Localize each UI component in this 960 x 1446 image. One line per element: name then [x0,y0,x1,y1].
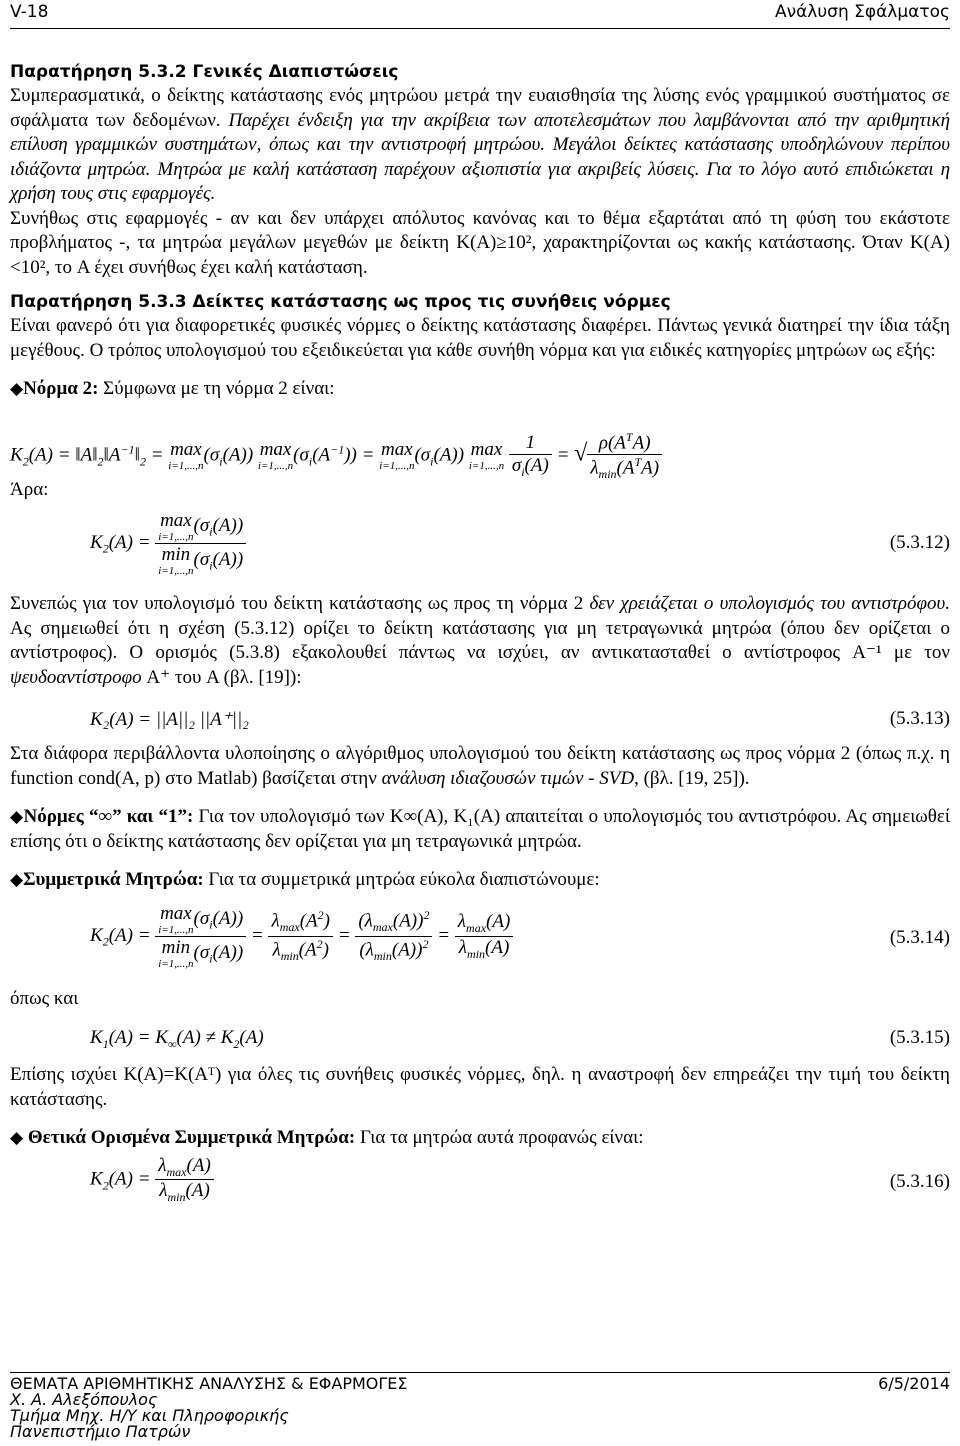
equation-number: (5.3.12) [889,532,950,553]
symmetric-matrices-line: ◆Συμμετρικά Μητρώα: Για τα συμμετρικά μητρώα εύκολα διαπιστώνουμε: [10,869,600,890]
equation-5-3-14: $K_2(A)$ = max i=1,...,n $(\sigma_i(A))$ min i=1,...,n $(\sigma_i(A))$ = $\frac{\lambda_{max}(A^2)}{\lambda_{min}(A^2)}$ = $\frac{(\lambda_{max}(A))^2}{(\lambda_{min}(A))^2}$ = $\frac{\lambda_{max}(A)}{\lambda_{min}(A)}$ (5.3.14) [90,902,950,970]
footer-course: ΘΕΜΑΤΑ ΑΡΙΘΜΗΤΙΚΗΣ ΑΝΑΛΥΣΗΣ & ΕΦΑΡΜΟΓΕΣ [10,1374,408,1393]
page-number: V-18 [10,2,49,22]
footer-author: Χ. Α. Αλεξόπουλος [10,1390,158,1409]
header-rule [10,28,950,29]
equation-number: (5.3.16) [889,1170,950,1192]
opws-kai-label: όπως και [10,987,79,1009]
equation-number: (5.3.13) [889,708,950,729]
diamond-bullet-icon: ◆ [10,1128,24,1147]
footer-department: Τμήμα Μηχ. Η/Υ και Πληροφορικής [10,1406,289,1425]
positive-definite-line: ◆ Θετικά Ορισμένα Συμμετρικά Μητρώα: Για τα μητρώα αυτά προφανώς είναι: [10,1127,644,1148]
paragraph-conclusions: Συμπερασματικά, ο δείκτης κατάστασης ενός μητρώου μετρά την ευαισθησία της λύσης ενός γραμμικού συστήματος σε σφάλματα των δεδομένων. Παρέχει ένδειξη για την ακρίβεια των αποτελεσμάτων που λαμβάνονται από την αριθμητική επίλυση γραμμικών συστημάτων, όπως και την αντιστροφή μητρώου. Μεγάλοι δείκτες κατάστασης υποδηλώνουν περίπου ιδιάζοντα μητρώα. Μητρώα με καλή κατάσταση παρέχουν αξιοπιστία για ακριβείς λύσεις. Για το λόγο αυτό επιδιώκεται η χρήση τους στις εφαρμογές. [10,85,951,204]
section-title-5-3-2: Παρατήρηση 5.3.2 Γενικές Διαπιστώσεις [10,62,399,82]
footer-rule [10,1372,950,1373]
footer-date: 6/5/2014 [878,1374,950,1393]
equation-5-3-12: $K_2(A)$ = max i=1,...,n $(\sigma_i(A))$ min i=1,...,n $(\sigma_i(A))$ (5.3.12) [90,510,950,577]
diamond-bullet-icon: ◆ [10,379,24,398]
paragraph-practice: Συνήθως στις εφαρμογές - αν και δεν υπάρχει απόλυτος κανόνας και το θέμα εξαρτάται από τη φύση του εκάστοτε προβλήματος -, τα μητρώα μεγάλων μεγεθών με δείκτη Κ(A)≥10², χαρακτηρίζονται ως κακής κατάστασης. Όταν Κ(A)<10², το A έχει συνήθως έχει καλή κατάσταση. [10,207,950,278]
diamond-bullet-icon: ◆ [10,807,24,826]
equation-k2-derivation: $K_2(A)$ = $‖A‖_2‖A^{-1}‖_2 = \max$ i=1,...,n $(\sigma_i(A))$ max i=1,...,n $(\sigma_i(A^{-1})) = \max$ i=1,...,n $(\sigma_i(A))$ max i=1,...,n $\frac{1}{\sigma_i(A)}$ = √ $\frac{\rho(A^TA)}{\lambda_{min}(A^TA)}$ [10,412,950,478]
footer [10,1376,950,1440]
diamond-bullet-icon: ◆ [10,870,24,889]
section-title-5-3-3: Παρατήρηση 5.3.3 Δείκτες κατάστασης ως προς τις συνήθεις νόρμες [10,292,671,312]
equation-5-3-13: K₂(A) = ||A||₂ ||A⁺||₂ (5.3.13) [90,708,950,730]
chapter-title: Ανάλυση Σφάλματος [774,2,950,22]
equation-number: (5.3.14) [889,926,950,948]
ara-label: Άρα: [10,478,49,500]
equation-5-3-15: $K_1(A) = K_\infty(A) \ne K_2(A)$ (5.3.15) [90,1027,950,1051]
paragraph-transpose: Επίσης ισχύει K(A)=K(Aᵀ) για όλες τις συνήθεις φυσικές νόρμες, δηλ. η αναστροφή δεν επηρεάζει την τιμή του δείκτη κατάστασης. [10,1064,950,1110]
equation-5-3-16: $K_2(A)$ = $\frac{\lambda_{max}(A)}{\lambda_{min}(A)}$ (5.3.16) [90,1154,950,1205]
paragraph-norms-intro: Είναι φανερό ότι για διαφορετικές φυσικές νόρμες ο δείκτης κατάστασης διαφέρει. Πάντως γενικά διατηρεί την ίδια τάξη μεγέθους. Ο τρόπος υπολογισμού του εξειδικεύεται για κάθε συνήθη νόρμα και για ειδικές κατηγορίες μητρώων ως εξής: [10,315,950,361]
page-content [10,60,950,1221]
footer-university: Πανεπιστήμιο Πατρών [10,1422,191,1441]
paragraph-svd: Στα διάφορα περιβάλλοντα υλοποίησης ο αλγόριθμος υπολογισμού του δείκτη κατάστασης ως προς νόρμα 2 (όπως π.χ. η function cond(A, p) στο Matlab) βασίζεται στην ανάλυση ιδιαζουσών τιμών - SVD, (βλ. [19, 25]). [10,743,950,789]
equation-number: (5.3.15) [889,1027,950,1048]
norm2-line: ◆Νόρμα 2: Σύμφωνα με τη νόρμα 2 είναι: [10,378,335,399]
paragraph-no-inverse: Συνεπώς για τον υπολογισμό του δείκτη κατάστασης ως προς τη νόρμα 2 δεν χρειάζεται ο υπολογισμός του αντιστρόφου. Ας σημειωθεί ότι η σχέση (5.3.12) ορίζει το δείκτη κατάστασης για μη τετραγωνικά μητρώα (όπου δεν ορίζεται ο αντίστροφος). Ο ορισμός (5.3.8) εξακολουθεί πάντως να ισχύει, αν αντικατασταθεί ο αντίστροφος A⁻¹ με τον ψευδοαντίστροφο A⁺ του A (βλ. [19]): [10,593,951,688]
norm-inf-1-paragraph: ◆Νόρμες “∞” και “1”: Για τον υπολογισμό των K∞(A), K₁(A) απαιτείται ο υπολογισμός του αντιστρόφου. Ας σημειωθεί επίσης ότι ο δείκτης κατάστασης δεν ορίζεται για μη τετραγωνικά μητρώα. [10,806,950,852]
